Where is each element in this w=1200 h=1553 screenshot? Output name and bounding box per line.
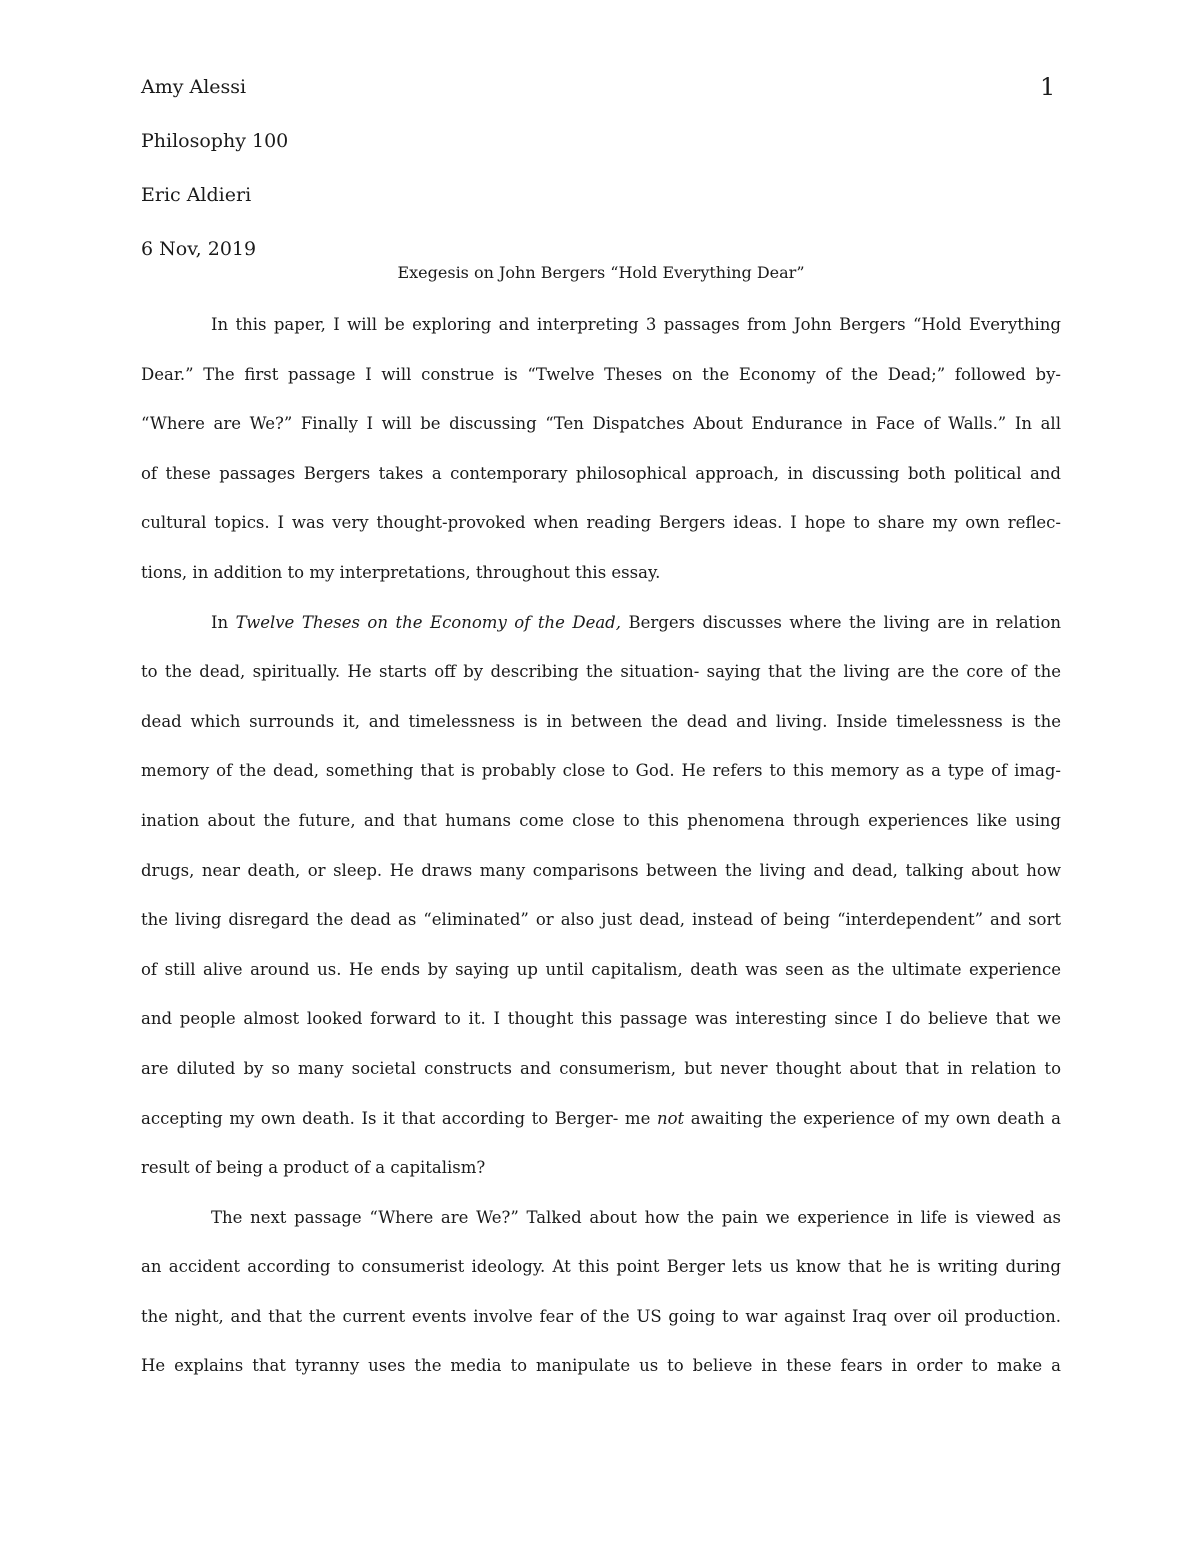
paragraph-line: are diluted by so many societal constructs and consumerism, but never thought about that in relation to (141, 1058, 1061, 1078)
paragraph-line: memory of the dead, something that is probably close to God. He refers to this memory as a type of imag- (141, 761, 1061, 781)
paragraph-line: Dear.” The first passage I will construe is “Twelve Theses on the Economy of the Dead;” followed by- (141, 364, 1061, 384)
paragraph-line-with-italic (141, 1104, 1061, 1154)
essay-title: Exegesis on John Bergers “Hold Everything Dear” (397, 263, 805, 282)
mla-heading (141, 72, 1061, 288)
italic-passage-title: Twelve Theses on the Economy of the Dead, (235, 612, 621, 632)
author-name: Amy Alessi (141, 76, 247, 98)
paragraph-line: ination about the future, and that humans come close to this phenomena through experiences like using (141, 810, 1061, 830)
paragraph-line: to the dead, spiritually. He starts off by describing the situation- saying that the living are the core of the (141, 662, 1061, 682)
text-run: accepting my own death. Is it that according to Berger- me (141, 1108, 657, 1128)
date: 6 Nov, 2019 (141, 238, 257, 260)
paragraph-line: In this paper, I will be exploring and interpreting 3 passages from John Bergers “Hold Everything (211, 315, 1061, 334)
essay-body (141, 310, 1061, 1401)
paragraph-line: of still alive around us. He ends by saying up until capitalism, death was seen as the ultimate experience (141, 959, 1061, 979)
text-run: Bergers discusses where the living are in relation (621, 612, 1061, 632)
paragraph-line-with-italic (141, 608, 1061, 658)
course-name: Philosophy 100 (141, 130, 289, 152)
paragraph-line: of these passages Bergers takes a contemporary philosophical approach, in discussing both political and (141, 463, 1061, 483)
paragraph-line: the night, and that the current events involve fear of the US going to war against Iraq over oil production. (141, 1306, 1061, 1326)
paragraph-line: drugs, near death, or sleep. He draws many comparisons between the living and dead, talking about how (141, 860, 1061, 880)
paragraph-line: an accident according to consumerist ideology. At this point Berger lets us know that he is writing during (141, 1257, 1061, 1277)
italic-emphasis: not (656, 1108, 685, 1128)
paragraph-line: He explains that tyranny uses the media to manipulate us to believe in these fears in order to make a (141, 1356, 1061, 1376)
paragraph-line: cultural topics. I was very thought-provoked when reading Bergers ideas. I hope to share my own reflec- (141, 513, 1061, 533)
paragraph-line: “Where are We?” Finally I will be discussing “Ten Dispatches About Endurance in Face of Walls.” In all (141, 414, 1061, 434)
instructor-name: Eric Aldieri (141, 184, 252, 206)
paragraph-line: tions, in addition to my interpretations, throughout this essay. (141, 562, 661, 582)
paragraph-line: The next passage “Where are We?” Talked about how the pain we experience in life is viewed as (211, 1207, 1061, 1227)
text-run: In (211, 612, 236, 632)
paragraph-line: dead which surrounds it, and timelessness is in between the dead and living. Inside timelessness is the (141, 711, 1061, 731)
paragraph-line: result of being a product of a capitalism? (141, 1158, 486, 1178)
paragraph-line: and people almost looked forward to it. I thought this passage was interesting since I do believe that we (141, 1009, 1061, 1029)
paragraph-line: the living disregard the dead as “eliminated” or also just dead, instead of being “interdependent” and sort (141, 910, 1061, 930)
text-run: awaiting the experience of my own death a (684, 1108, 1061, 1128)
page-number: 1 (1040, 73, 1056, 101)
